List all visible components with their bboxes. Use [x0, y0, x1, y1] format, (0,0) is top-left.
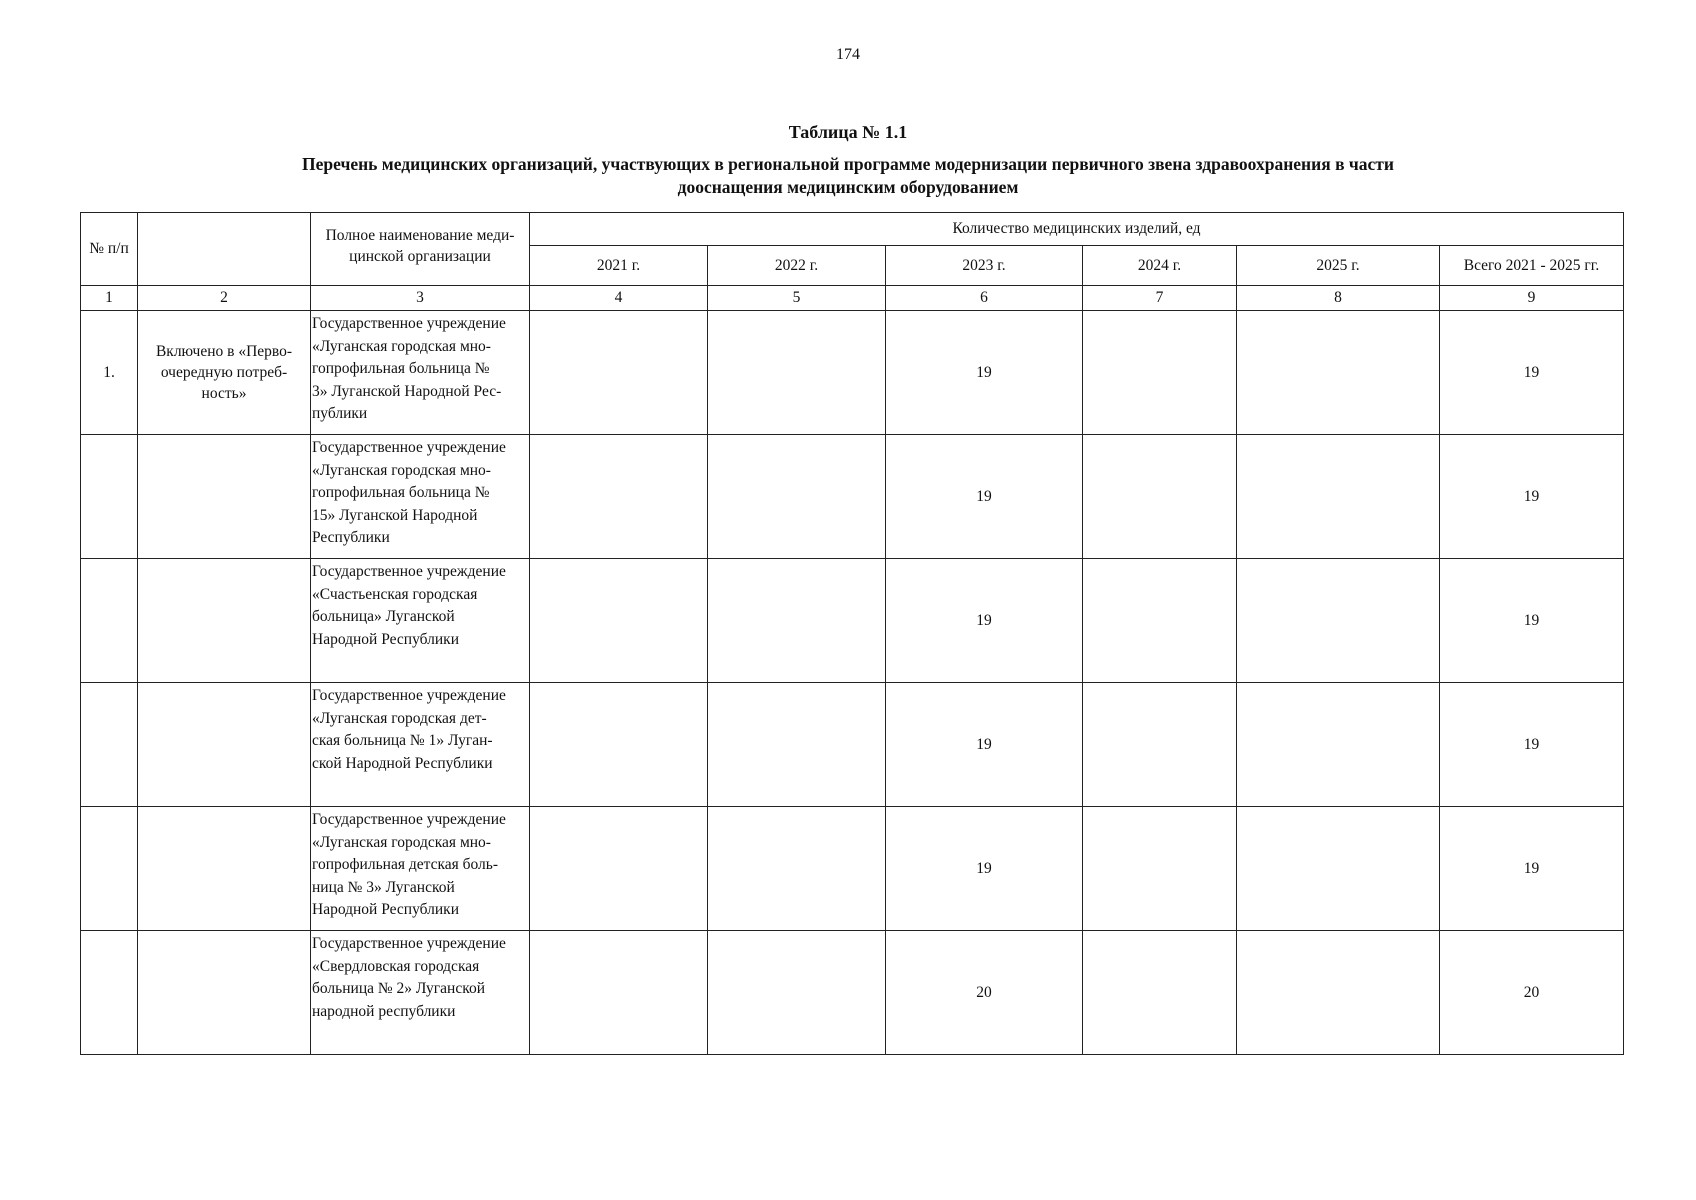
value-2023: 19 — [886, 559, 1083, 683]
value-2023: 19 — [886, 435, 1083, 559]
column-number: 8 — [1237, 286, 1440, 311]
value-2021 — [530, 931, 708, 1055]
value-2025 — [1237, 559, 1440, 683]
value-2022 — [708, 931, 886, 1055]
header-year-2024: 2024 г. — [1083, 246, 1237, 286]
value-2023: 19 — [886, 683, 1083, 807]
value-2022 — [708, 311, 886, 435]
row-number: 1. — [81, 311, 138, 435]
row-number — [81, 683, 138, 807]
column-numbers-row — [81, 286, 1624, 311]
value-2022 — [708, 559, 886, 683]
table-title-line-2: дооснащения медицинским оборудованием — [677, 177, 1019, 197]
org-name: Государственное учреждение «Луганская городская мно- гопрофильная больница № 3» Луганской Народной Рес- публики — [311, 311, 530, 435]
column-number: 2 — [138, 286, 311, 311]
value-2021 — [530, 435, 708, 559]
row-category — [138, 435, 311, 559]
header-category — [138, 213, 311, 286]
value-2022 — [708, 683, 886, 807]
table-row — [81, 559, 1624, 683]
header-year-2023: 2023 г. — [886, 246, 1083, 286]
row-number — [81, 435, 138, 559]
equipment-table — [80, 212, 1624, 1055]
header-year-2025: 2025 г. — [1237, 246, 1440, 286]
column-number: 9 — [1440, 286, 1624, 311]
table-caption: Таблица № 1.1 — [788, 122, 908, 142]
value-2023: 19 — [886, 311, 1083, 435]
value-2024 — [1083, 931, 1237, 1055]
table-row — [81, 311, 1624, 435]
value-total: 19 — [1440, 683, 1624, 807]
page-number: 174 — [836, 46, 860, 63]
value-2021 — [530, 559, 708, 683]
value-total: 20 — [1440, 931, 1624, 1055]
org-name: Государственное учреждение «Луганская городская мно- гопрофильная больница № 15» Луганской Народной Республики — [311, 435, 530, 559]
value-2021 — [530, 807, 708, 931]
value-2022 — [708, 807, 886, 931]
table-row — [81, 931, 1624, 1055]
row-number — [81, 807, 138, 931]
value-2024 — [1083, 559, 1237, 683]
header-total: Всего 2021 - 2025 гг. — [1440, 246, 1624, 286]
value-2025 — [1237, 311, 1440, 435]
value-2023: 19 — [886, 807, 1083, 931]
header-row-top — [81, 213, 1624, 246]
row-category — [138, 931, 311, 1055]
column-number: 1 — [81, 286, 138, 311]
header-year-2021: 2021 г. — [530, 246, 708, 286]
value-2021 — [530, 311, 708, 435]
value-2021 — [530, 683, 708, 807]
value-2025 — [1237, 683, 1440, 807]
value-2024 — [1083, 311, 1237, 435]
value-2025 — [1237, 931, 1440, 1055]
value-2024 — [1083, 435, 1237, 559]
column-number: 7 — [1083, 286, 1237, 311]
row-category: Включено в «Перво- очередную потреб- ность» — [138, 311, 311, 435]
value-2024 — [1083, 807, 1237, 931]
value-2024 — [1083, 683, 1237, 807]
header-org-name: Полное наименование меди- цинской организации — [311, 213, 530, 286]
row-category — [138, 807, 311, 931]
value-2025 — [1237, 435, 1440, 559]
column-number: 6 — [886, 286, 1083, 311]
header-year-2022: 2022 г. — [708, 246, 886, 286]
value-2023: 20 — [886, 931, 1083, 1055]
value-2022 — [708, 435, 886, 559]
row-category — [138, 683, 311, 807]
value-total: 19 — [1440, 311, 1624, 435]
header-quantity-group: Количество медицинских изделий, ед — [530, 213, 1624, 246]
org-name: Государственное учреждение «Луганская городская мно- гопрофильная детская боль- ница № 3» Луганской Народной Республики — [311, 807, 530, 931]
column-number: 3 — [311, 286, 530, 311]
value-total: 19 — [1440, 435, 1624, 559]
table-row — [81, 435, 1624, 559]
row-number — [81, 559, 138, 683]
header-no: № п/п — [81, 213, 138, 286]
org-name: Государственное учреждение «Свердловская городская больница № 2» Луганской народной республики — [311, 931, 530, 1055]
value-total: 19 — [1440, 807, 1624, 931]
org-name: Государственное учреждение «Счастьенская городская больница» Луганской Народной Республики — [311, 559, 530, 683]
table-title — [200, 153, 1496, 199]
table-title-line-1: Перечень медицинских организаций, участвующих в региональной программе модернизации первичного звена здравоохранения в части — [302, 154, 1394, 174]
table-row — [81, 807, 1624, 931]
value-total: 19 — [1440, 559, 1624, 683]
row-category — [138, 559, 311, 683]
column-number: 5 — [708, 286, 886, 311]
column-number: 4 — [530, 286, 708, 311]
row-number — [81, 931, 138, 1055]
table-row — [81, 683, 1624, 807]
value-2025 — [1237, 807, 1440, 931]
org-name: Государственное учреждение «Луганская городская дет- ская больница № 1» Луган- ской Народной Республики — [311, 683, 530, 807]
